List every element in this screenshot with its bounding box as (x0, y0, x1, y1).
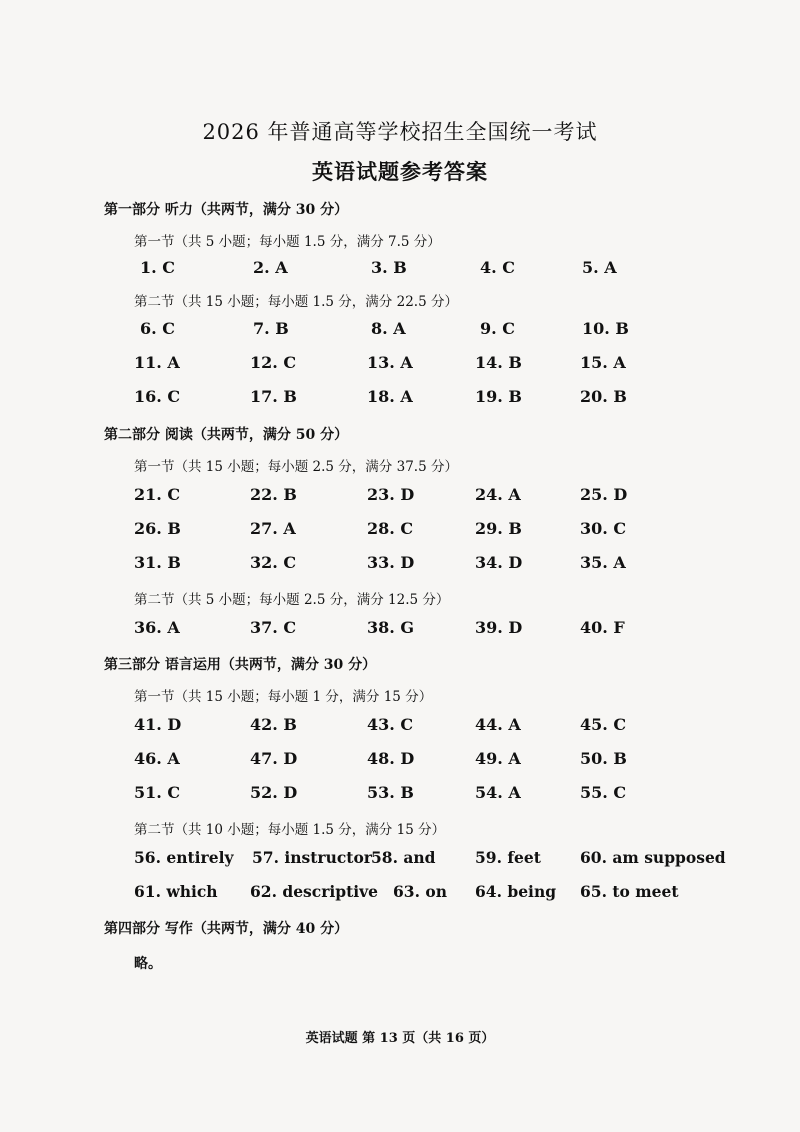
answer-item: 29. B (475, 519, 522, 538)
answer-item: 44. A (475, 715, 521, 734)
answer-item: 43. C (367, 715, 414, 734)
answer-row (0, 258, 800, 282)
answer-item: 59. feet (475, 848, 541, 867)
answer-row (0, 783, 800, 807)
answer-item: 36. A (134, 618, 180, 637)
answer-item: 39. D (475, 618, 523, 637)
answer-item: 40. F (580, 618, 625, 637)
answer-item: 10. B (582, 319, 629, 338)
exam-title: 2026 年普通高等学校招生全国统一考试 (202, 120, 598, 144)
answer-item: 35. A (580, 553, 626, 572)
answer-item: 46. A (134, 749, 180, 768)
answer-item: 57. instructor (252, 848, 372, 867)
answer-item: 15. A (580, 353, 626, 372)
answer-row (0, 749, 800, 773)
answer-item: 60. am supposed (580, 848, 726, 867)
answer-item: 53. B (367, 783, 414, 802)
answer-item: 64. being (475, 882, 557, 901)
answer-item: 24. A (475, 485, 521, 504)
answer-item: 42. B (250, 715, 297, 734)
answer-item: 13. A (367, 353, 413, 372)
answer-item: 58. and (371, 848, 436, 867)
answer-item: 3. B (371, 258, 407, 277)
part2-heading: 第二部分 阅读（共两节，满分 50 分） (104, 427, 349, 443)
answer-item: 56. entirely (134, 848, 234, 867)
answer-item: 32. C (250, 553, 297, 572)
answer-item: 61. which (134, 882, 218, 901)
answer-row (0, 485, 800, 509)
answer-item: 49. A (475, 749, 521, 768)
answer-row (0, 519, 800, 543)
answer-item: 23. D (367, 485, 415, 504)
answer-row (0, 553, 800, 577)
answer-item: 16. C (134, 387, 181, 406)
answer-item: 25. D (580, 485, 628, 504)
answer-item: 7. B (253, 319, 289, 338)
answer-item: 17. B (250, 387, 297, 406)
answer-item: 65. to meet (580, 882, 679, 901)
part2-section1-heading: 第一节（共 15 小题；每小题 2.5 分，满分 37.5 分） (134, 459, 458, 475)
part4-note: 略。 (134, 956, 162, 972)
answer-item: 22. B (250, 485, 297, 504)
answer-item: 47. D (250, 749, 298, 768)
answer-row (0, 387, 800, 411)
answer-row (0, 319, 800, 343)
answer-item: 4. C (480, 258, 516, 277)
answer-row (0, 353, 800, 377)
answer-item: 54. A (475, 783, 521, 802)
part1-section1-heading: 第一节（共 5 小题；每小题 1.5 分，满分 7.5 分） (134, 234, 441, 250)
answer-item: 55. C (580, 783, 627, 802)
answer-item: 45. C (580, 715, 627, 734)
part4-heading: 第四部分 写作（共两节，满分 40 分） (104, 921, 349, 937)
part1-heading: 第一部分 听力（共两节，满分 30 分） (104, 202, 349, 218)
answer-item: 11. A (134, 353, 180, 372)
answer-item: 52. D (250, 783, 298, 802)
answer-item: 50. B (580, 749, 627, 768)
answer-item: 12. C (250, 353, 297, 372)
answer-item: 62. descriptive (250, 882, 379, 901)
answer-item: 6. C (140, 319, 176, 338)
answer-item: 9. C (480, 319, 516, 338)
answer-item: 34. D (475, 553, 523, 572)
answer-item: 41. D (134, 715, 182, 734)
answer-item: 37. C (250, 618, 297, 637)
answer-item: 33. D (367, 553, 415, 572)
page-footer: 英语试题 第 13 页（共 16 页） (305, 1031, 495, 1046)
answer-item: 18. A (367, 387, 413, 406)
document-subtitle: 英语试题参考答案 (312, 159, 488, 184)
answer-item: 31. B (134, 553, 181, 572)
answer-item: 63. on (393, 882, 447, 901)
answer-item: 48. D (367, 749, 415, 768)
answer-item: 38. G (367, 618, 415, 637)
answer-item: 28. C (367, 519, 414, 538)
answer-row (0, 715, 800, 739)
answer-item: 14. B (475, 353, 522, 372)
answer-item: 8. A (371, 319, 406, 338)
answer-item: 5. A (582, 258, 617, 277)
part3-heading: 第三部分 语言运用（共两节，满分 30 分） (104, 657, 377, 673)
answer-row (0, 618, 800, 642)
answer-item: 20. B (580, 387, 627, 406)
answer-item: 26. B (134, 519, 181, 538)
answer-item: 19. B (475, 387, 522, 406)
answer-item: 30. C (580, 519, 627, 538)
answer-item: 51. C (134, 783, 181, 802)
part3-section2-heading: 第二节（共 10 小题；每小题 1.5 分，满分 15 分） (134, 822, 446, 838)
part1-section2-heading: 第二节（共 15 小题；每小题 1.5 分，满分 22.5 分） (134, 294, 458, 310)
answer-item: 27. A (250, 519, 296, 538)
answer-row (0, 882, 800, 906)
answer-item: 2. A (253, 258, 288, 277)
answer-item: 21. C (134, 485, 181, 504)
answer-row (0, 848, 800, 872)
answer-item: 1. C (140, 258, 176, 277)
part3-section1-heading: 第一节（共 15 小题；每小题 1 分，满分 15 分） (134, 689, 433, 705)
part2-section2-heading: 第二节（共 5 小题；每小题 2.5 分，满分 12.5 分） (134, 592, 450, 608)
